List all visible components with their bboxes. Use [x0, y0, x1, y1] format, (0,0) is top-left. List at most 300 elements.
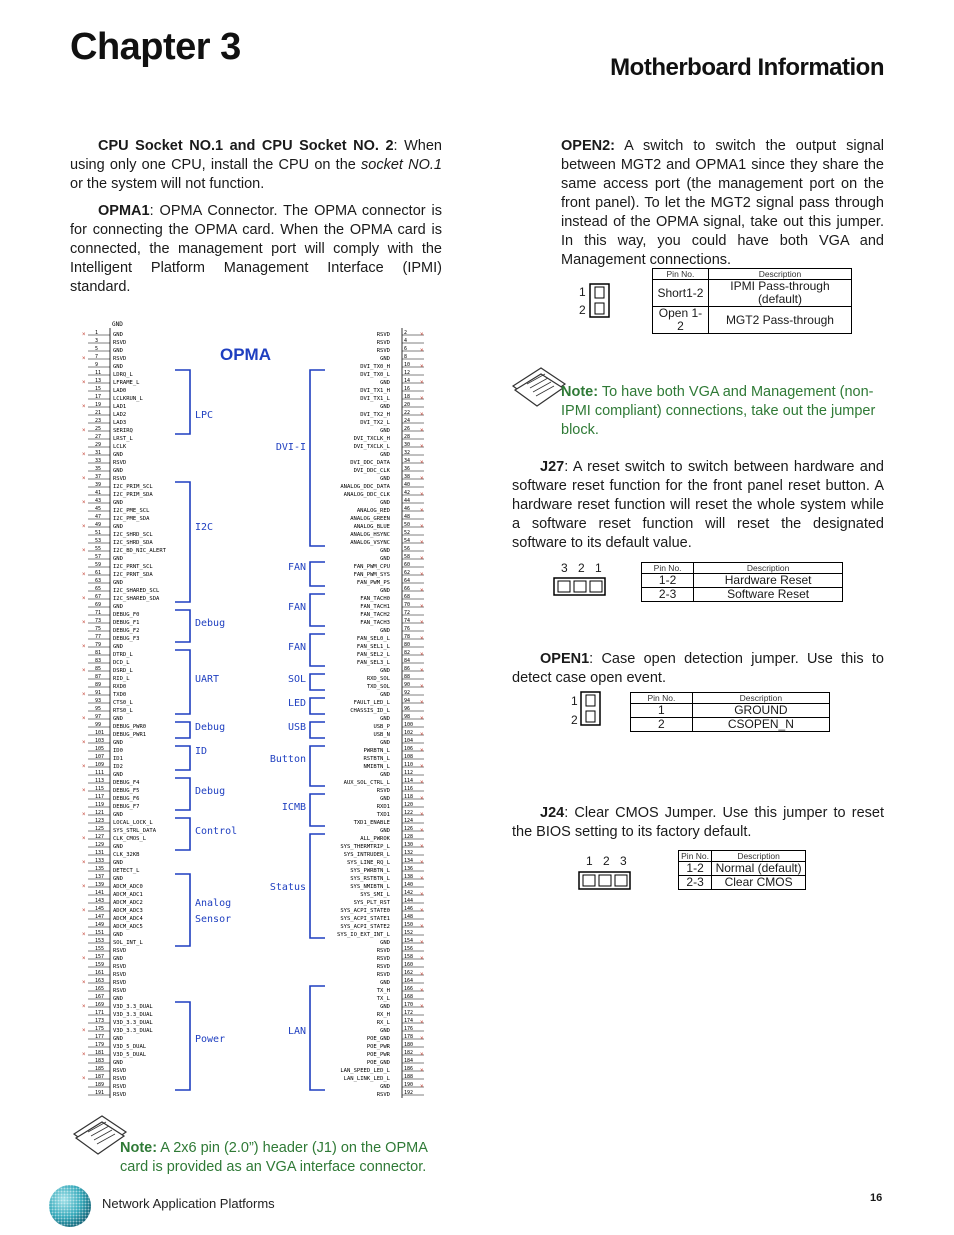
right-signal-label: RX_L	[376, 1020, 390, 1026]
left-signal-label: LCLK	[113, 444, 127, 450]
right-signal-label: FAN_TACH2	[360, 612, 390, 618]
right-signal-label: RSVD	[376, 956, 390, 962]
left-group-label: Control	[195, 826, 238, 837]
left-signal-label: GND	[113, 364, 123, 370]
left-pin-number: 163	[95, 978, 105, 984]
left-pin-number: 49	[95, 522, 102, 528]
left-pin-number: 69	[95, 602, 102, 608]
right-signal-label: ANALOG_VSYNC	[350, 540, 390, 546]
left-pin-number: 149	[95, 922, 105, 928]
left-pin-number: 161	[95, 970, 105, 976]
right-pin-number: 16	[404, 386, 411, 392]
right-signal-label: DVI_TXCLK_H	[353, 436, 390, 442]
left-signal-label: I2C_PRIM_SDA	[113, 492, 153, 498]
left-pin-number: 71	[95, 610, 102, 616]
left-signal-label: I2C_SHRD_SCL	[113, 532, 153, 538]
nc-mark-icon: ×	[420, 876, 424, 882]
left-signal-label: V3D_3.3_DUAL	[113, 1028, 153, 1034]
right-pin-number: 112	[404, 770, 414, 776]
right-group-label: FAN	[287, 602, 306, 613]
left-signal-label: ADCM_ADC1	[113, 892, 143, 898]
open2-paragraph	[561, 137, 884, 270]
j27-pin-table	[641, 562, 843, 602]
right-pin-number: 58	[404, 554, 411, 560]
note-label: Note:	[561, 384, 599, 400]
nc-mark-icon: ×	[420, 396, 424, 402]
left-signal-label: V3D_3.3_DUAL	[113, 1004, 153, 1010]
right-signal-label: GND	[380, 476, 390, 482]
left-pin-number: 133	[95, 858, 105, 864]
right-signal-label: ALL_PWROK	[360, 836, 390, 842]
right-signal-label: POE_GND	[366, 1036, 390, 1042]
right-signal-label: FAN_PWM_CPU	[353, 564, 390, 570]
right-pin-number: 4	[404, 338, 408, 344]
right-signal-label: RXD1	[376, 804, 390, 810]
left-pin-number: 121	[95, 810, 105, 816]
right-pin-number: 56	[404, 546, 411, 552]
left-signal-label: SERIRQ	[113, 428, 133, 434]
right-signal-label: SYS_PLT_RST	[353, 900, 390, 906]
right-signal-label: GND	[380, 1084, 390, 1090]
left-signal-label: RSVD	[113, 964, 127, 970]
right-pin-number: 178	[404, 1034, 414, 1040]
right-pin-number: 124	[404, 818, 414, 824]
left-pin-number: 137	[95, 874, 105, 880]
left-pin-number: 67	[95, 594, 102, 600]
right-pin-number: 76	[404, 626, 411, 632]
left-pin-number: 103	[95, 738, 105, 744]
left-signal-label: ID0	[113, 748, 123, 754]
nc-mark-icon: ×	[420, 1036, 424, 1042]
left-pin-number: 167	[95, 994, 105, 1000]
j24-pin-label-2: 2	[603, 854, 610, 868]
j24-jumper-icon	[578, 871, 632, 891]
right-group-label: Status	[269, 882, 306, 893]
right-pin-number: 108	[404, 754, 414, 760]
table-header-pin: Pin No.	[631, 693, 693, 704]
nc-mark-icon: ×	[420, 588, 424, 594]
right-pin-number: 152	[404, 930, 414, 936]
right-signal-label: RSVD	[376, 340, 390, 346]
open2-jumper-icon	[589, 283, 611, 319]
left-signal-label: GND	[113, 332, 123, 338]
right-group-label: SOL	[287, 674, 306, 685]
pin-cell: 1-2	[642, 574, 694, 588]
left-group-label: Debug	[195, 786, 226, 797]
nc-mark-icon: ×	[420, 604, 424, 610]
open1-pin-label-2: 2	[571, 713, 578, 727]
nc-mark-icon: ×	[82, 548, 86, 554]
right-pin-number: 44	[404, 498, 411, 504]
left-pin-number: 171	[95, 1010, 105, 1016]
left-pin-number: 77	[95, 634, 102, 640]
nc-mark-icon: ×	[420, 892, 424, 898]
table-row	[642, 588, 843, 602]
left-pin-number: 189	[95, 1082, 105, 1088]
left-group-label: LPC	[195, 410, 214, 421]
open2-pin-label-1: 1	[579, 285, 586, 299]
right-pin-number: 162	[404, 970, 414, 976]
nc-mark-icon: ×	[82, 812, 86, 818]
desc-cell: IPMI Pass-through (default)	[708, 280, 851, 307]
left-pin-number: 23	[95, 418, 102, 424]
nc-mark-icon: ×	[420, 1004, 424, 1010]
left-pin-number: 169	[95, 1002, 105, 1008]
left-signal-label: GND	[113, 844, 123, 850]
left-signal-label: RSVD	[113, 476, 127, 482]
nc-mark-icon: ×	[420, 732, 424, 738]
right-pin-number: 190	[404, 1082, 414, 1088]
right-signal-label: USB_P	[373, 724, 390, 730]
open1-text: : Case open detection jumper. Use this to detect case open event.	[512, 651, 884, 686]
left-pin-number: 187	[95, 1074, 105, 1080]
desc-cell: Clear CMOS	[712, 876, 806, 890]
left-group-label: Debug	[195, 722, 226, 733]
right-pin-number: 64	[404, 578, 411, 584]
left-signal-label: GND	[113, 996, 123, 1002]
left-pin-number: 61	[95, 570, 102, 576]
table-header-desc: Description	[708, 269, 851, 280]
left-pin-number: 145	[95, 906, 105, 912]
right-signal-label: RSVD	[376, 1092, 390, 1098]
nc-mark-icon: ×	[82, 428, 86, 434]
left-pin-number: 111	[95, 770, 105, 776]
left-pin-number: 181	[95, 1050, 105, 1056]
open1-pin-table	[630, 692, 830, 732]
left-pin-number: 81	[95, 650, 102, 656]
nc-mark-icon: ×	[82, 908, 86, 914]
left-signal-label: I2C_BD_NIC_ALERT	[113, 548, 166, 554]
nc-mark-icon: ×	[82, 764, 86, 770]
open1-paragraph	[512, 650, 884, 688]
desc-cell: Normal (default)	[712, 862, 806, 876]
nc-mark-icon: ×	[420, 924, 424, 930]
left-signal-label: GND	[113, 580, 123, 586]
right-signal-label: SYS_ACPI_STATE2	[340, 924, 390, 930]
right-pin-number: 90	[404, 682, 411, 688]
right-pin-number: 100	[404, 722, 414, 728]
right-signal-label: FAN_PWM_SYS	[353, 572, 390, 578]
nc-mark-icon: ×	[420, 844, 424, 850]
right-signal-label: DVI_DDC_DATA	[350, 460, 390, 466]
nc-mark-icon: ×	[420, 348, 424, 354]
cpu-socket-label: CPU Socket NO.1 and CPU Socket NO. 2	[98, 138, 394, 154]
left-signal-label: I2C_PRIM_SCL	[113, 484, 153, 490]
left-signal-label: RID_L	[113, 676, 130, 682]
left-signal-label: DSRD_L	[113, 668, 133, 674]
right-pin-number: 30	[404, 442, 411, 448]
opma-connector-diagram	[80, 318, 430, 1102]
left-signal-label: GND	[113, 1036, 123, 1042]
left-signal-label: RSVD	[113, 988, 127, 994]
left-pin-number: 17	[95, 394, 102, 400]
right-signal-label: DVI_TXCLK_L	[353, 444, 390, 450]
right-signal-label: POE_GND	[366, 1060, 390, 1066]
nc-mark-icon: ×	[82, 572, 86, 578]
left-pin-number: 127	[95, 834, 105, 840]
left-signal-label: SYS_STRL_DATA	[113, 828, 157, 834]
right-signal-label: FAULT_LED_L	[353, 700, 390, 706]
right-signal-label: GND	[380, 716, 390, 722]
right-signal-label: TXD_SOL	[366, 684, 390, 690]
cpu-text-2: or the system will not function.	[70, 176, 265, 192]
right-pin-number: 122	[404, 810, 414, 816]
pin-cell: Short1-2	[653, 280, 709, 307]
left-signal-label: CLK_CMOS_L	[113, 836, 147, 842]
left-pin-number: 105	[95, 746, 105, 752]
chapter-title: Chapter 3	[70, 26, 241, 68]
pin-cell: 2-3	[679, 876, 712, 890]
nc-mark-icon: ×	[420, 764, 424, 770]
left-signal-label: RSVD	[113, 1076, 127, 1082]
right-signal-label: ANALOG_DDC_CLK	[343, 492, 390, 498]
left-pin-number: 89	[95, 682, 102, 688]
left-pin-number: 51	[95, 530, 102, 536]
left-signal-label: I2C_SHARED_SCL	[113, 588, 160, 594]
right-group-label: LAN	[287, 1026, 306, 1037]
left-pin-number: 179	[95, 1042, 105, 1048]
open2-pin-table	[652, 268, 852, 334]
right-pin-number: 182	[404, 1050, 414, 1056]
left-pin-number: 95	[95, 706, 102, 712]
left-signal-label: DCD_L	[113, 660, 130, 666]
left-group-label: UART	[195, 674, 220, 685]
left-pin-number: 21	[95, 410, 102, 416]
right-signal-label: USB_N	[373, 732, 390, 738]
left-signal-label: LAD2	[113, 412, 127, 418]
left-pin-number: 159	[95, 962, 105, 968]
nc-mark-icon: ×	[420, 556, 424, 562]
left-signal-label: GND	[113, 812, 123, 818]
nc-mark-icon: ×	[420, 492, 424, 498]
right-signal-label: FAN_SEL2_L	[356, 652, 390, 658]
right-pin-number: 24	[404, 418, 411, 424]
desc-cell: Hardware Reset	[694, 574, 843, 588]
left-pin-number: 143	[95, 898, 105, 904]
pin-cell: Open 1-2	[653, 307, 709, 334]
left-pin-number: 25	[95, 426, 102, 432]
cpu-socket-ref: socket NO.1	[361, 157, 442, 173]
left-signal-label: DEBUG_F5	[113, 788, 140, 794]
nc-mark-icon: ×	[82, 332, 86, 338]
right-pin-number: 126	[404, 826, 414, 832]
right-signal-label: SYS_IO_EXT_INT_L	[337, 932, 390, 938]
right-pin-number: 148	[404, 914, 414, 920]
j24-pin-label-3: 3	[620, 854, 627, 868]
left-signal-label: RXD0	[113, 684, 127, 690]
right-signal-label: DVI_TX0_L	[360, 372, 390, 378]
open2-pin-label-2: 2	[579, 303, 586, 317]
right-pin-number: 158	[404, 954, 414, 960]
right-pin-number: 82	[404, 650, 411, 656]
cpu-socket-paragraph	[70, 137, 442, 194]
nc-mark-icon: ×	[420, 636, 424, 642]
right-signal-label: GND	[380, 1004, 390, 1010]
right-signal-label: DVI_TX0_H	[360, 364, 390, 370]
right-pin-number: 86	[404, 666, 411, 672]
right-signal-label: SYS_LINE_RQ_L	[346, 860, 390, 866]
table-header-pin: Pin No.	[653, 269, 709, 280]
right-pin-number: 36	[404, 466, 411, 472]
left-signal-label: SOL_INT_L	[113, 940, 143, 946]
left-pin-number: 47	[95, 514, 102, 520]
left-signal-label: GND	[113, 772, 123, 778]
left-signal-label: GND	[113, 500, 123, 506]
table-row	[679, 862, 806, 876]
left-signal-label: V3D_3.3_DUAL	[113, 1012, 153, 1018]
right-signal-label: SYS_RSTBTN_L	[350, 876, 390, 882]
left-pin-number: 107	[95, 754, 105, 760]
left-pin-number: 155	[95, 946, 105, 952]
left-group-label: Power	[195, 1034, 226, 1045]
nc-mark-icon: ×	[82, 860, 86, 866]
left-signal-label: GND	[113, 876, 123, 882]
left-signal-label: I2C_SHARED_SDA	[113, 596, 160, 602]
left-pin-number: 3	[95, 338, 99, 344]
right-signal-label: DVI_TX2_L	[360, 420, 390, 426]
right-group-label: Button	[269, 754, 306, 765]
right-signal-label: GND	[380, 356, 390, 362]
left-pin-number: 173	[95, 1018, 105, 1024]
left-pin-number: 75	[95, 626, 102, 632]
nc-mark-icon: ×	[420, 1052, 424, 1058]
right-pin-number: 168	[404, 994, 414, 1000]
right-pin-number: 176	[404, 1026, 414, 1032]
right-signal-label: FAN_TACH0	[360, 596, 390, 602]
right-signal-label: RX_H	[376, 1012, 390, 1018]
left-signal-label: V3D_5_DUAL	[113, 1044, 147, 1050]
left-signal-label: I2C_PRNT_SDA	[113, 572, 153, 578]
nc-mark-icon: ×	[420, 860, 424, 866]
nc-mark-icon: ×	[82, 500, 86, 506]
right-pin-number: 174	[404, 1018, 414, 1024]
right-pin-number: 8	[404, 354, 408, 360]
right-pin-number: 78	[404, 634, 411, 640]
right-signal-label: RSVD	[376, 972, 390, 978]
left-pin-number: 43	[95, 498, 102, 504]
open1-jumper-icon	[580, 691, 602, 727]
left-group-label: ID	[195, 746, 208, 757]
nc-mark-icon: ×	[420, 796, 424, 802]
left-pin-number: 35	[95, 466, 102, 472]
right-pin-number: 40	[404, 482, 411, 488]
left-signal-label: DETECT_L	[113, 868, 140, 874]
desc-cell: CSOPEN_N	[692, 718, 829, 732]
left-pin-number: 59	[95, 562, 102, 568]
right-pin-number: 180	[404, 1042, 414, 1048]
right-signal-label: RSVD	[376, 332, 390, 338]
right-pin-number: 88	[404, 674, 411, 680]
left-pin-number: 141	[95, 890, 105, 896]
right-pin-number: 54	[404, 538, 411, 544]
table-row	[679, 876, 806, 890]
left-pin-number: 45	[95, 506, 102, 512]
nc-mark-icon: ×	[82, 932, 86, 938]
right-signal-label: DVI_TX1_L	[360, 396, 390, 402]
right-pin-number: 138	[404, 874, 414, 880]
right-signal-label: FAN_SEL3_L	[356, 660, 390, 666]
right-signal-label: DVI_DDC_CLK	[353, 468, 390, 474]
right-pin-number: 92	[404, 690, 411, 696]
j27-label: J27	[540, 459, 565, 475]
left-signal-label: ADCM_ADC4	[113, 916, 143, 922]
left-signal-label: LRST_L	[113, 436, 133, 442]
left-pin-number: 113	[95, 778, 105, 784]
right-pin-number: 38	[404, 474, 411, 480]
right-signal-label: RSVD	[376, 788, 390, 794]
right-pin-number: 146	[404, 906, 414, 912]
right-pin-number: 42	[404, 490, 411, 496]
right-pin-number: 172	[404, 1010, 414, 1016]
left-signal-label: RSVD	[113, 972, 127, 978]
right-signal-label: GND	[380, 940, 390, 946]
left-group-label: Analog	[195, 898, 232, 909]
left-signal-label: I2C_PME_SCL	[113, 508, 150, 514]
left-pin-number: 165	[95, 986, 105, 992]
left-signal-label: I2C_PRNT_SCL	[113, 564, 153, 570]
right-pin-number: 80	[404, 642, 411, 648]
left-pin-number: 39	[95, 482, 102, 488]
right-pin-number: 184	[404, 1058, 414, 1064]
right-pin-number: 154	[404, 938, 414, 944]
left-signal-label: ADCM_ADC3	[113, 908, 143, 914]
left-signal-label: GND	[113, 348, 123, 354]
left-pin-number: 125	[95, 826, 105, 832]
left-pin-number: 93	[95, 698, 102, 704]
nc-mark-icon: ×	[420, 668, 424, 674]
left-pin-number: 135	[95, 866, 105, 872]
right-signal-label: LAN_LINK_LED_L	[343, 1076, 390, 1082]
right-signal-label: RSVD	[376, 948, 390, 954]
opma-note	[120, 1139, 442, 1177]
pin-cell: 2	[631, 718, 693, 732]
right-pin-number: 26	[404, 426, 411, 432]
j24-label: J24	[540, 805, 565, 821]
right-pin-number: 120	[404, 802, 414, 808]
left-signal-label: ADCM_ADC0	[113, 884, 143, 890]
left-group-label: Debug	[195, 618, 226, 629]
right-pin-number: 10	[404, 362, 411, 368]
left-signal-label: GND	[113, 716, 123, 722]
nc-mark-icon: ×	[420, 380, 424, 386]
nc-mark-icon: ×	[420, 972, 424, 978]
nc-mark-icon: ×	[420, 988, 424, 994]
left-signal-label: GND	[113, 1060, 123, 1066]
left-pin-number: 65	[95, 586, 102, 592]
j24-pin-label-1: 1	[586, 854, 593, 868]
left-pin-number: 151	[95, 930, 105, 936]
left-signal-label: RSVD	[113, 340, 127, 346]
left-signal-label: GND	[113, 644, 123, 650]
right-group-label: LED	[287, 698, 306, 709]
left-pin-number: 85	[95, 666, 102, 672]
diagram-title: OPMA	[220, 345, 271, 364]
right-signal-label: ANALOG_RED	[356, 508, 390, 514]
right-pin-number: 116	[404, 786, 414, 792]
nc-mark-icon: ×	[82, 884, 86, 890]
nc-mark-icon: ×	[82, 740, 86, 746]
right-pin-number: 32	[404, 450, 411, 456]
left-pin-number: 79	[95, 642, 102, 648]
left-signal-label: CTS0_L	[113, 700, 133, 706]
left-signal-label: LAD1	[113, 404, 127, 410]
left-signal-label: RSVD	[113, 1084, 127, 1090]
right-signal-label: GND	[380, 500, 390, 506]
right-pin-number: 114	[404, 778, 414, 784]
left-pin-number: 129	[95, 842, 105, 848]
left-pin-number: 157	[95, 954, 105, 960]
right-signal-label: GND	[380, 588, 390, 594]
